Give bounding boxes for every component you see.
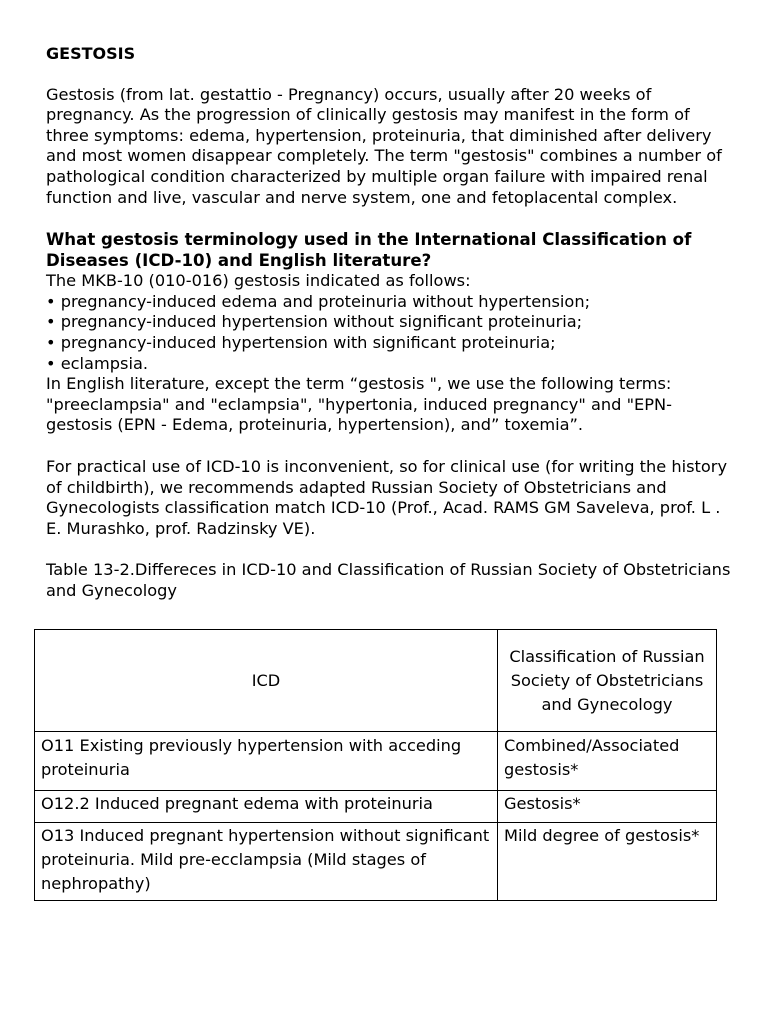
spacer xyxy=(46,208,736,229)
table-row xyxy=(35,791,717,823)
mkb-intro: The MKB-10 (010-016) gestosis indicated as follows: xyxy=(46,271,471,291)
table-cell-russian: Mild degree of gestosis* xyxy=(498,823,717,901)
table-cell-russian: Gestosis* xyxy=(498,791,717,823)
table-caption: Table 13-2.Differeces in ICD-10 and Classification of Russian Society of Obstetricians and Gynecology xyxy=(46,560,731,600)
bullet-item: • eclampsia. xyxy=(46,353,149,373)
practical-use-paragraph: For practical use of ICD-10 is inconvenient, so for clinical use (for writing the history of childbirth), we recommends adapted Russian Society of Obstetricians and Gynecologists classification match ICD-10 (Prof., Acad. RAMS GM Saveleva, prof. L . E. Murashko, prof. Radzinsky VE). xyxy=(46,456,728,538)
table-cell-russian: Combined/Associated gestosis* xyxy=(498,732,717,791)
spacer xyxy=(46,539,736,560)
spacer xyxy=(46,436,736,457)
bullet-item: • pregnancy-induced hypertension without significant proteinuria; xyxy=(46,312,583,332)
table-row xyxy=(35,823,717,901)
bullet-item: • pregnancy-induced edema and proteinuria without hypertension; xyxy=(46,291,591,311)
document-body xyxy=(46,44,736,601)
terminology-question: What gestosis terminology used in the International Classification of Diseases (ICD-10) and English literature? xyxy=(46,230,692,271)
table-header-russian: Classification of Russian Society of Obstetricians and Gynecology xyxy=(498,630,717,732)
table-cell-icd: O12.2 Induced pregnant edema with proteinuria xyxy=(35,791,498,823)
table-row xyxy=(35,732,717,791)
table-cell-icd: O11 Existing previously hypertension with acceding proteinuria xyxy=(35,732,498,791)
bullet-item: • pregnancy-induced hypertension with significant proteinuria; xyxy=(46,332,556,352)
classification-table xyxy=(34,629,717,901)
table-cell-icd: O13 Induced pregnant hypertension without significant proteinuria. Mild pre-ecclampsia (Mild stages of nephropathy) xyxy=(35,823,498,901)
table-header-icd: ICD xyxy=(35,630,498,732)
english-terms-paragraph: In English literature, except the term “gestosis ", we use the following terms: "preeclampsia" and "eclampsia", "hypertonia, induced pregnancy" and "EPN-gestosis (EPN - Edema, proteinuria, hypertension), and” toxemia”. xyxy=(46,374,672,435)
table-header-row xyxy=(35,630,717,732)
intro-paragraph: Gestosis (from lat. gestattio - Pregnancy) occurs, usually after 20 weeks of pregnancy. As the progression of clinically gestosis may manifest in the form of three symptoms: edema, hypertension, proteinuria, that diminished after delivery and most women disappear completely. The term "gestosis" combines a number of pathological condition characterized by multiple organ failure with impaired renal function and live, vascular and nerve system, one and fetoplacental complex. xyxy=(46,84,722,207)
document-title: GESTOSIS xyxy=(46,44,136,63)
